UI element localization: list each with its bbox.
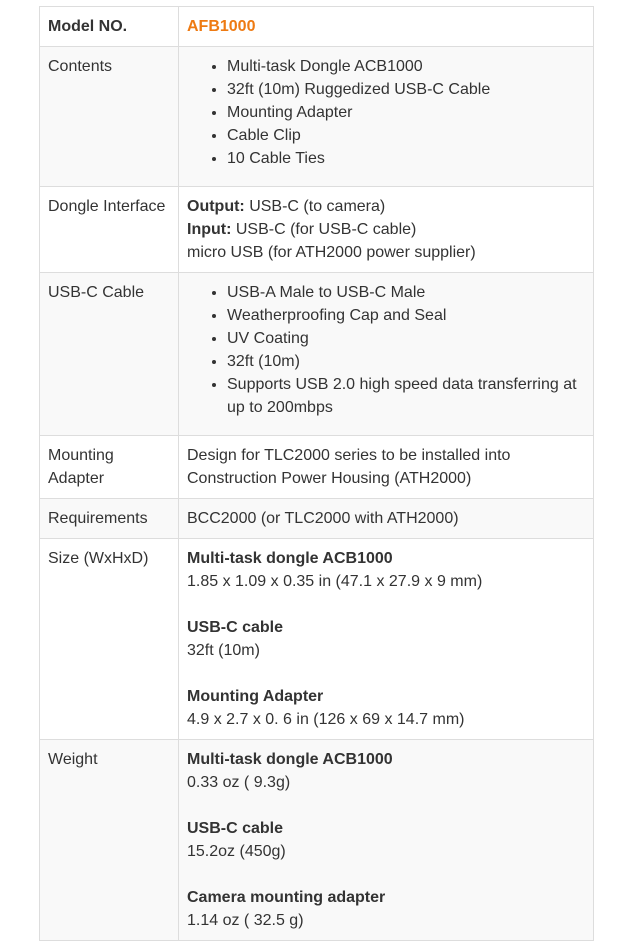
usb-c-cable-label: USB-C Cable	[40, 273, 179, 436]
size-value-cell	[179, 539, 594, 740]
list-item: • Cable Clip	[227, 124, 585, 147]
micro-usb-line: micro USB (for ATH2000 power supplier)	[187, 244, 476, 261]
model-value: AFB1000	[187, 18, 256, 35]
list-item: • Mounting Adapter	[227, 101, 585, 124]
model-label: Model NO.	[48, 18, 128, 35]
row-mounting-adapter	[40, 436, 594, 499]
model-label-cell	[40, 7, 179, 47]
input-value: USB-C (for USB-C cable)	[231, 221, 417, 238]
input-line	[187, 218, 585, 241]
row-size	[40, 539, 594, 740]
contents-list	[187, 55, 585, 178]
size-dongle-title: Multi-task dongle ACB1000	[187, 550, 393, 567]
list-item: • 32ft (10m)	[227, 350, 585, 373]
list-item: • UV Coating	[227, 327, 585, 350]
size-dongle-value: 1.85 x 1.09 x 0.35 in (47.1 x 27.9 x 9 mm)	[187, 573, 483, 590]
spec-table	[39, 6, 594, 941]
output-label: Output:	[187, 198, 245, 215]
weight-adapter-title: Camera mounting adapter	[187, 889, 386, 906]
contents-label: Contents	[40, 47, 179, 187]
row-contents	[40, 47, 594, 187]
mounting-adapter-value: Design for TLC2000 series to be installed into Construction Power Housing (ATH2000)	[179, 436, 594, 499]
list-item: • Multi-task Dongle ACB1000	[227, 55, 585, 78]
requirements-label: Requirements	[40, 499, 179, 539]
list-item: • USB-A Male to USB-C Male	[227, 281, 585, 304]
spacer	[187, 863, 585, 886]
usb-c-cable-list	[187, 281, 585, 427]
list-item: • 32ft (10m) Ruggedized USB-C Cable	[227, 78, 585, 101]
output-line	[187, 195, 585, 218]
input-label: Input:	[187, 221, 232, 238]
weight-value-cell	[179, 740, 594, 941]
dongle-interface-value-cell	[179, 187, 594, 273]
weight-dongle-value: 0.33 oz ( 9.3g)	[187, 774, 291, 791]
dongle-interface-label: Dongle Interface	[40, 187, 179, 273]
size-adapter-value: 4.9 x 2.7 x 0. 6 in (126 x 69 x 14.7 mm)	[187, 711, 465, 728]
row-usb-c-cable	[40, 273, 594, 436]
model-value-cell	[179, 7, 594, 47]
spacer	[187, 662, 585, 685]
weight-dongle-title: Multi-task dongle ACB1000	[187, 751, 393, 768]
size-label: Size (WxHxD)	[40, 539, 179, 740]
size-adapter-title: Mounting Adapter	[187, 688, 324, 705]
list-item: • Weatherproofing Cap and Seal	[227, 304, 585, 327]
weight-cable-title: USB-C cable	[187, 820, 284, 837]
weight-cable-value: 15.2oz (450g)	[187, 843, 286, 860]
size-cable-title: USB-C cable	[187, 619, 284, 636]
requirements-value: BCC2000 (or TLC2000 with ATH2000)	[179, 499, 594, 539]
mounting-adapter-label: Mounting Adapter	[40, 436, 179, 499]
size-cable-value: 32ft (10m)	[187, 642, 260, 659]
list-item: • 10 Cable Ties	[227, 147, 585, 170]
list-item: • Supports USB 2.0 high speed data transferring at up to 200mbps	[227, 373, 585, 419]
weight-label: Weight	[40, 740, 179, 941]
row-model	[40, 7, 594, 47]
weight-adapter-value: 1.14 oz ( 32.5 g)	[187, 912, 304, 929]
row-weight	[40, 740, 594, 941]
spacer	[187, 794, 585, 817]
spacer	[187, 593, 585, 616]
usb-c-cable-value-cell	[179, 273, 594, 436]
row-requirements	[40, 499, 594, 539]
contents-value-cell	[179, 47, 594, 187]
row-dongle-interface	[40, 187, 594, 273]
output-value: USB-C (to camera)	[244, 198, 386, 215]
